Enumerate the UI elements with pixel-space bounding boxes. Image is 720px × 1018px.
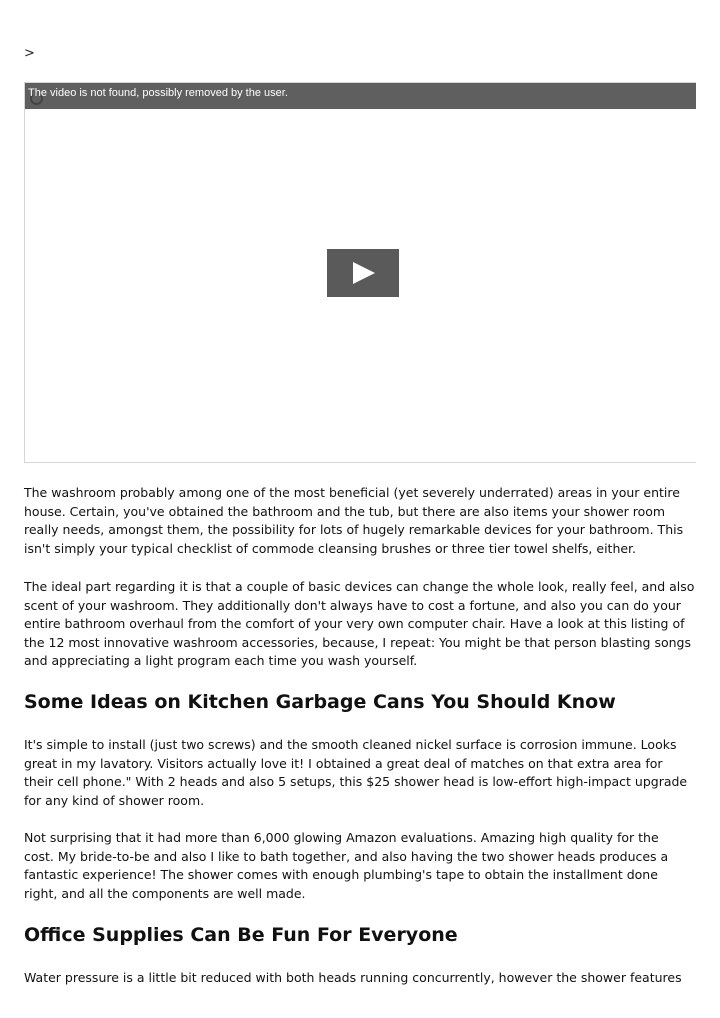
section-heading-1: Some Ideas on Kitchen Garbage Cans You Should Know bbox=[24, 691, 616, 713]
play-button[interactable] bbox=[327, 249, 399, 297]
video-player[interactable] bbox=[24, 82, 696, 463]
article-paragraph-2: The ideal part regarding it is that a couple of basic devices can change the whole look, really feel, and also scent of your washroom. They additionally don't always have to cost a fortune, and also you can do your entire bathroom overhaul from the comfort of your very own computer chair. Have a look at this listing of the 12 most innovative washroom accessories, because, I repeat: You might be that person blasting songs and appreciating a light program each time you wash yourself. bbox=[24, 579, 695, 668]
video-error-message: The video is not found, possibly removed by the user. bbox=[28, 87, 288, 99]
article-paragraph-5: Water pressure is a little bit reduced with both heads running concurrently, however the shower features bbox=[24, 970, 682, 985]
article-paragraph-1: The washroom probably among one of the most beneficial (yet severely underrated) areas in your entire house. Certain, you've obtained the bathroom and the tub, but there are also items your shower room really needs, amongst them, the possibility for lots of hugely remarkable devices for your bathroom. This isn't simply your typical checklist of commode cleansing brushes or three tier towel shelfs, either. bbox=[24, 485, 684, 556]
video-error-bar bbox=[25, 83, 696, 109]
article-paragraph-4: Not surprising that it had more than 6,000 glowing Amazon evaluations. Amazing high quality for the cost. My bride-to-be and also I like to bath together, and also having the two shower heads produces a fantastic experience! The shower comes with enough plumbing's tape to obtain the installment done right, and all the components are well made. bbox=[24, 830, 669, 901]
breadcrumb: > bbox=[24, 46, 35, 61]
play-icon bbox=[327, 249, 399, 297]
article-paragraph-3: It's simple to install (just two screws) and the smooth cleaned nickel surface is corrosion immune. Looks great in my lavatory. Visitors actually love it! I obtained a great deal of matches on that extra area for their cell phone." With 2 heads and also 5 setups, this $25 shower head is low-effort high-impact upgrade for any kind of shower room. bbox=[24, 737, 688, 808]
section-heading-2: Office Supplies Can Be Fun For Everyone bbox=[24, 924, 458, 946]
